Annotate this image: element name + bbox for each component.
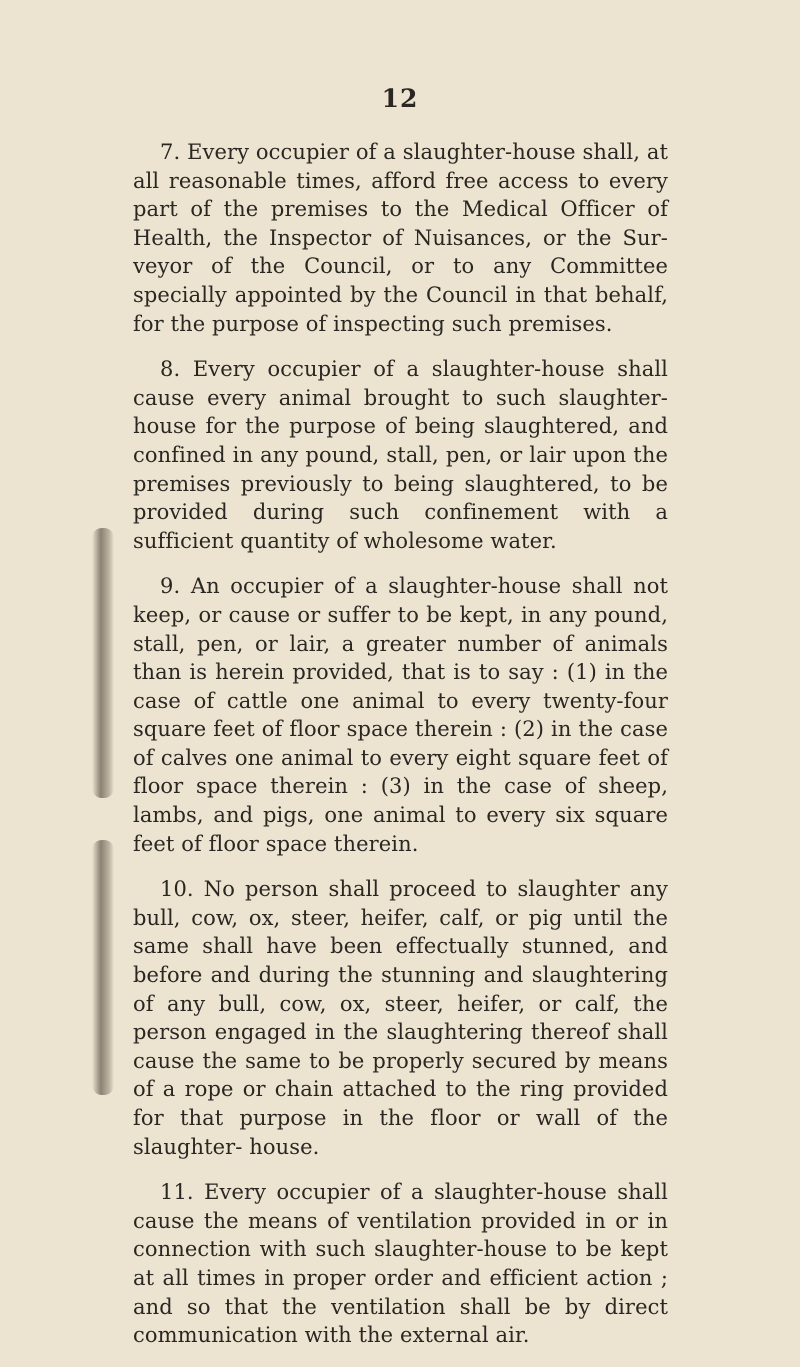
paragraph-text: No person shall proceed to slaughter any bull, cow, ox, steer, heifer, calf, or pig until the same shall have been effectually stunned, and before and during the stunning and slaughtering of any bull, cow, ox, steer, heifer, or calf, the person engaged in the slaughtering thereof shall cause the same to be properly secured by means of a rope or chain attached to the ring provided for that purpose in the floor or wall of the slaughter- house. <box>133 877 668 1159</box>
paragraph-8 <box>133 355 668 555</box>
paragraph-11 <box>133 1178 668 1350</box>
paragraph-number: 9. <box>160 574 181 599</box>
paragraph-number: 7. <box>160 140 181 164</box>
paragraph-text: Every occupier of a slaughter-house shall cause every animal brought to such slaughter- house for the purpose of being slaughtered, and confined in any pound, stall, pen, or lair upon the premises previously to being slaughtered, to be provided during such confinement with a sufficient quantity of wholesome water. <box>133 357 668 553</box>
binding-shadow <box>92 840 114 1095</box>
paragraph-number: 10. <box>160 877 194 902</box>
paragraph-7 <box>133 138 668 338</box>
page-number: 12 <box>381 84 419 113</box>
paragraph-10 <box>133 875 668 1161</box>
binding-shadow <box>92 528 114 798</box>
paragraph-text: Every occupier of a slaughter-house shall, at all reasonable times, afford free access to every part of the premises to the Medical Officer of Health, the Inspector of Nuisances, or the Sur- veyor of the Council, or to any Committee specially appointed by the Council in that behalf, for the purpose of inspecting such premises. <box>133 140 668 336</box>
paragraph-9 <box>133 572 668 858</box>
paragraph-text: Every occupier of a slaughter-house shall cause the means of ventilation provided in or in connection with such slaughter-house to be kept at all times in proper order and efficient action ; and so that the ventilation shall be by direct communication with the external air. <box>133 1180 668 1348</box>
paragraph-number: 11. <box>160 1180 194 1205</box>
body-text <box>133 138 668 1367</box>
paragraph-text: An occupier of a slaughter-house shall not keep, or cause or suffer to be kept, in any pound, stall, pen, or lair, a greater number of animals than is herein provided, that is to say : (1) in the case of cattle one animal to every twenty-four square feet of floor space therein : (2) in the case of calves one animal to every eight square feet of floor space therein : (3) in the case of sheep, lambs, and pigs, one animal to every six square feet of floor space therein. <box>133 574 668 856</box>
paragraph-number: 8. <box>160 357 181 382</box>
